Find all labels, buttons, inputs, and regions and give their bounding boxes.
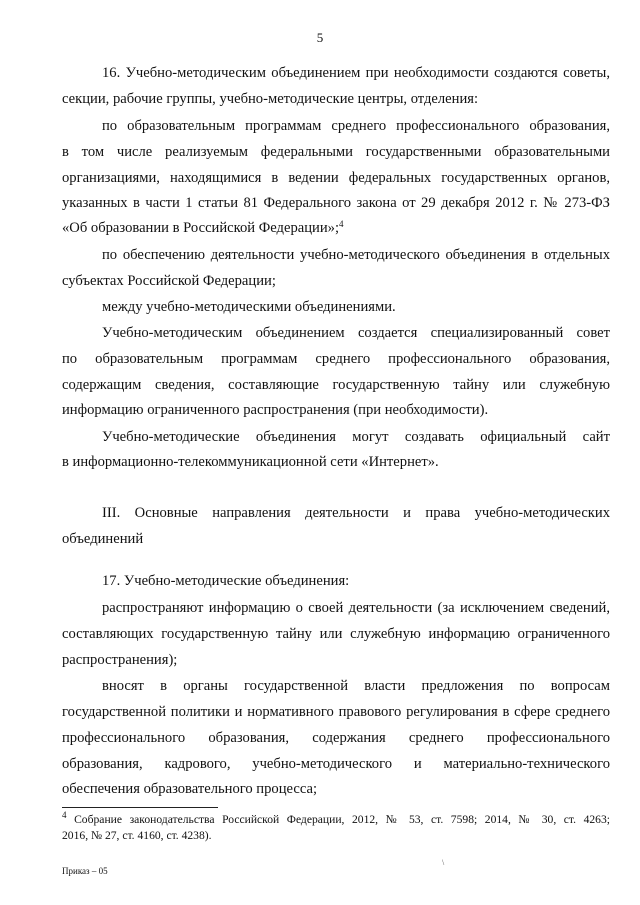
footnote-divider bbox=[62, 807, 218, 808]
text-line: в том числе реализуемым федеральными государственными образовательными bbox=[62, 144, 610, 160]
text-line: по обеспечению деятельности учебно-методического объединения в отдельных bbox=[102, 247, 610, 263]
text-line: по образовательным программам среднего профессионального образования, bbox=[102, 118, 610, 134]
text-line: субъектах Российской Федерации; bbox=[62, 273, 276, 289]
page-number: 5 bbox=[316, 30, 324, 45]
text-line: распространяют информацию о своей деятельности (за исключением сведений, bbox=[102, 600, 610, 616]
footnote-ref: 4 bbox=[339, 219, 344, 229]
text-line: «Об образовании в Российской Федерации»;$^4$ bbox=[62, 219, 344, 236]
text-line: 16. Учебно-методическим объединением при необходимости создаются советы, bbox=[102, 65, 610, 81]
text-line: вносят в органы государственной власти предложения по вопросам bbox=[102, 678, 610, 694]
footer-document-code: Приказ – 05 bbox=[62, 866, 108, 876]
text-line: 17. Учебно-методические объединения: bbox=[102, 573, 350, 589]
text-line: профессионального образования, содержания среднего профессионального bbox=[62, 730, 610, 746]
footnote-line: $^4$ Собрание законодательства Российской Федерации, 2012, № 53, ст. 7598; 2014, № 30, ст. 4263; bbox=[62, 810, 610, 826]
text-line: информацию ограниченного распространения (при необходимости). bbox=[62, 402, 489, 418]
text-line: обеспечения образовательного процесса; bbox=[62, 781, 318, 797]
text-line: составляющих государственную тайну или служебную информацию ограниченного bbox=[62, 626, 610, 642]
scan-mark: \ bbox=[442, 858, 445, 867]
text-line: образования, кадрового, учебно-методического и материально-технического bbox=[62, 756, 610, 772]
footnote-marker: 4 bbox=[62, 810, 67, 820]
text-line: секции, рабочие группы, учебно-методические центры, отделения: bbox=[62, 91, 479, 107]
text-line: содержащим сведения, составляющие государственную тайну или служебную bbox=[62, 377, 610, 393]
text-line: в информационно-телекоммуникационной сети «Интернет». bbox=[62, 454, 439, 470]
text-line: государственной политики и нормативного правового регулирования в сфере среднего bbox=[62, 704, 610, 720]
text-line: объединений bbox=[62, 531, 144, 547]
text-line: между учебно-методическими объединениями. bbox=[102, 299, 396, 315]
text-line: по образовательным программам среднего профессионального образования, bbox=[62, 351, 610, 367]
text-line: указанных в части 1 статьи 81 Федерального закона от 29 декабря 2012 г. № 273-ФЗ bbox=[62, 195, 610, 211]
text-line: Учебно-методические объединения могут создавать официальный сайт bbox=[102, 429, 610, 445]
text-line: III. Основные направления деятельности и права учебно-методических bbox=[102, 505, 610, 521]
text-line: Учебно-методическим объединением создается специализированный совет bbox=[102, 325, 610, 341]
text-line: организациями, находящимися в ведении федеральных государственных органов, bbox=[62, 170, 610, 186]
footnote-line: 2016, № 27, ст. 4160, ст. 4238). bbox=[62, 829, 212, 842]
text-line: распространения); bbox=[62, 652, 178, 668]
